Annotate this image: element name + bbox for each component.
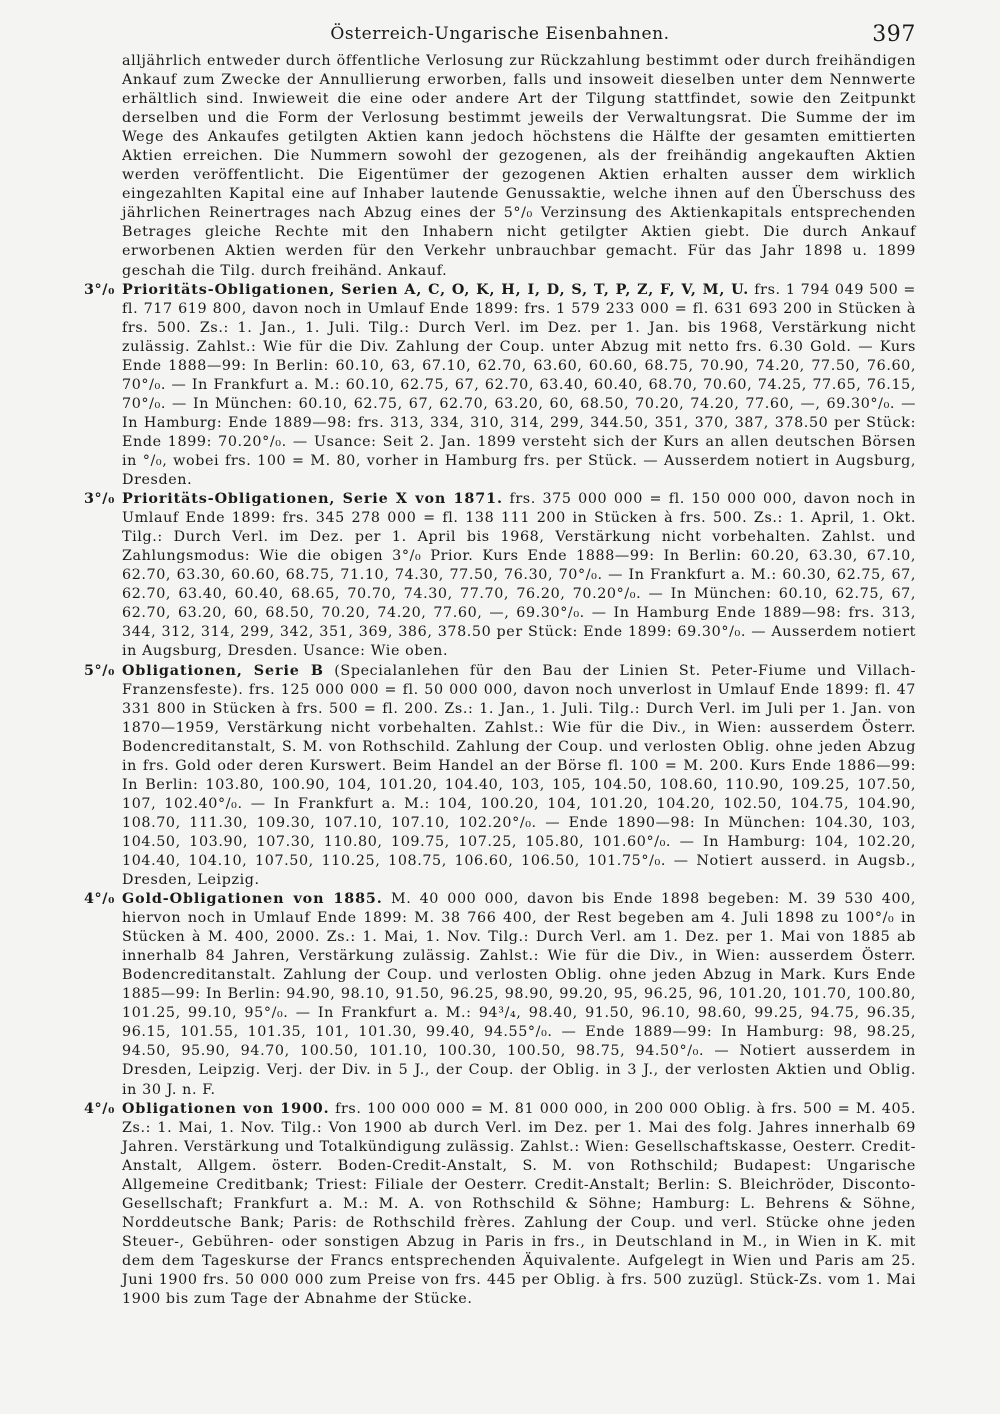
bond-description: frs. 1 794 049 500 = fl. 717 619 800, davon noch in Umlauf Ende 1899: frs. 1 579 233 000 = fl. 631 693 200 in Stücken à frs. 500. Zs.: 1. Jan., 1. Juli. Tilg.: Durch Verl. im Dez. per 1. Jan. bis 1968, Verstärkung nicht zulässig. Zahlst.: Wie für die Div. Zahlung der Coup. unter Abzug mit netto frs. 6.30 Gold. — Kurs Ende 1888—99: In Berlin: 60.10, 63, 67.10, 62.70, 63.60, 60.60, 68.75, 70.90, 74.20, 77.50, 76.60, 70°/₀. — In Frankfurt a. M.: 60.10, 62.75, 67, 62.70, 63.40, 60.40, 68.70, 70.60, 74.25, 77.65, 76.15, 70°/₀. — In München: 60.10, 62.75, 67, 62.70, 63.20, 60, 68.50, 70.20, 74.20, 77.60, —, 69.30°/₀. — In Hamburg: Ende 1889—98: frs. 313, 334, 310, 314, 299, 344.50, 351, 370, 387, 378.50 per Stück: Ende 1899: 70.20°/₀. — Usance: Seit 2. Jan. 1899 versteht sich der Kurs an allen deutschen Börsen in °/₀, wobei frs. 100 = M. 80, vorher in Hamburg frs. per Stück. — Ausserdem notiert in Augsburg, Dresden. — [122, 281, 917, 489]
bond-title: Prioritäts-Obligationen, Serie X von 1871. — [122, 491, 503, 508]
bond-title: Gold-Obligationen von 1885. — [122, 891, 383, 908]
bond-entry-3 — [84, 662, 917, 891]
bond-title: Prioritäts-Obligationen, Serien A, C, O, K, H, I, D, S, T, P, Z, F, V, M, U. — [122, 281, 750, 298]
bond-entry-4 — [84, 890, 916, 1100]
body-text — [84, 52, 917, 1309]
bond-description: (Specialanlehen für den Bau der Linien St. Peter-Fiume und Villach-Franzensfeste). frs. 125 000 000 = fl. 50 000 000, davon noch unverlost in Umlauf Ende 1899: fl. 47 331 800 in Stücken à frs. 500 = fl. 200. Zs.: 1. Jan., 1. Juli. Tilg.: Durch Verl. im Juli per 1. Jan. von 1870—1959, Verstärkung nicht vorbehalten. Zahlst.: Wie für die Div., in Wien: ausserdem Österr. Bodencreditanstalt, S. M. von Rothschild. Zahlung der Coup. und verlosten Oblig. ohne jeden Abzug in frs. Gold oder deren Kurswert. Beim Handel an der Börse fl. 100 = M. 200. Kurs Ende 1886—99: In Berlin: 103.80, 100.90, 104, 101.20, 104.40, 103, 105, 104.50, 108.60, 110.90, 109.25, 107.50, 107, 102.40°/₀. — In Frankfurt a. M.: 104, 100.20, 104, 101.20, 104.20, 102.50, 104.75, 104.90, 108.70, 111.30, 109.30, 107.10, 107.10, 102.20°/₀. — Ende 1890—98: In München: 104.30, 103, 104.50, 103.90, 107.30, 110.80, 109.75, 107.25, 105.80, 101.60°/₀. — In Hamburg: 104, 102.20, 104.40, 104.10, 107.50, 110.25, 108.75, 106.60, 106.50, 101.75°/₀. — Notiert ausserd. in Augsb., Dresden, Leipzig. — [122, 662, 917, 889]
bond-description: frs. 375 000 000 = fl. 150 000 000, davon noch in Umlauf Ende 1899: frs. 345 278 000 = fl. 138 111 200 in Stücken à frs. 500. Zs.: 1. April, 1. Okt. Tilg.: Durch Verl. im Dez. per 1. April bis 1968, Verstärkung nicht vorbehalten. Zahlst. und Zahlungsmodus: Wie die obigen 3°/₀ Prior. Kurs Ende 1888—99: In Berlin: 60.20, 63.30, 67.10, 62.70, 63.30, 60.60, 68.75, 71.10, 74.30, 77.50, 76.30, 70°/₀. — In Frankfurt a. M.: 60.30, 62.75, 67, 62.70, 63.40, 60.40, 68.65, 70.70, 74.30, 77.70, 76.20, 70.20°/₀. — In München: 60.10, 62.75, 67, 62.70, 63.20, 60, 68.50, 70.20, 74.20, 77.60, —, 69.30°/₀. — In Hamburg Ende 1889—98: frs. 313, 344, 312, 314, 299, 342, 351, 369, 386, 378.50 per Stück: Ende 1899: 69.30°/₀. — Ausserdem notiert in Augsburg, Dresden. Usance: Wie oben. — [122, 491, 916, 660]
bond-entry-1 — [84, 281, 917, 491]
interest-rate: 3°/₀ — [84, 491, 115, 508]
bond-description: M. 40 000 000, davon bis Ende 1898 begeben: M. 39 530 400, hiervon noch in Umlauf Ende 1899: M. 38 766 400, der Rest begeben am 4. Juli 1898 zu 100°/₀ in Stücken à M. 400, 2000. Zs.: 1. Mai, 1. Nov. Tilg.: Durch Verl. am 1. Dez. per 1. Mai von 1885 ab innerhalb 84 Jahren, Verstärkung zulässig. Zahlst.: Wie für die Div., in Wien: ausserdem Österr. Bodencreditanstalt. Zahlung der Coup. und verlosten Oblig. ohne jeden Abzug in Mark. Kurs Ende 1885—99: In Berlin: 94.90, 98.10, 91.50, 96.25, 98.90, 99.20, 95, 96.25, 96, 101.20, 101.70, 100.80, 101.25, 99.10, 95°/₀. — In Frankfurt a. M.: 94³/₄, 98.40, 91.50, 96.10, 98.60, 99.25, 94.75, 96.35, 96.15, 101.55, 101.35, 101, 101.30, 99.40, 94.55°/₀. — Ende 1889—99: In Hamburg: 98, 98.25, 94.50, 95.90, 94.70, 100.50, 101.10, 100.30, 100.50, 98.75, 94.50°/₀. — Notiert ausserdem in Dresden, Leipzig. Verj. der Div. in 5 J., der Coup. der Oblig. in 3 J., der verlosten Aktien und Oblig. in 30 J. n. F. — [122, 891, 916, 1098]
interest-rate: 5°/₀ — [84, 662, 115, 679]
page-header — [84, 22, 916, 52]
bond-title: Obligationen, Serie B — [122, 662, 324, 679]
bond-entry-2 — [84, 490, 916, 661]
bond-title: Obligationen von 1900. — [122, 1100, 330, 1117]
bond-description: frs. 100 000 000 = M. 81 000 000, in 200 000 Oblig. à frs. 500 = M. 405. Zs.: 1. Mai, 1. Nov. Tilg.: Von 1900 ab durch Verl. im Dez. per 1. Mai des folg. Jahres innerhalb 69 Jahren. Verstärkung und Totalkündigung zulässig. Zahlst.: Wien: Gesellschaftskasse, Oesterr. Credit-Anstalt, Allgem. österr. Boden-Credit-Anstalt, S. M. von Rothschild; Budapest: Ungarische Allgemeine Creditbank; Triest: Filiale der Oesterr. Credit-Anstalt; Berlin: S. Bleichröder, Disconto-Gesellschaft; Frankfurt a. M.: M. A. von Rothschild & Söhne; Hamburg: L. Behrens & Söhne, Norddeutsche Bank; Paris: de Rothschild frères. Zahlung der Coup. und verl. Stücke ohne jeden Steuer-, Gebühren- oder sonstigen Abzug in Paris in frs., in Deutschland in M., in Wien in K. mit dem dem Tageskurse der Francs entsprechenden Äquivalente. Aufgelegt in Wien und Paris am 25. Juni 1900 frs. 50 000 000 zum Preise von frs. 445 per Oblig. à frs. 500 zuzügl. Stück-Zs. vom 1. Mai 1900 bis zum Tage der Abnahme der Stücke. — [122, 1100, 916, 1308]
bond-entry-5 — [84, 1100, 916, 1310]
interest-rate: 3°/₀ — [84, 281, 115, 298]
interest-rate: 4°/₀ — [84, 891, 115, 908]
running-title: Österreich-Ungarische Eisenbahnen. — [330, 24, 670, 44]
page-number: 397 — [872, 22, 916, 47]
interest-rate: 4°/₀ — [84, 1100, 115, 1117]
intro-paragraph: alljährlich entweder durch öffentliche Verlosung zur Rückzahlung bestimmt oder durch freihändigen Ankauf zum Zwecke der Annullierung erworben, falls und insoweit dieselben unter dem Nennwerte erhältlich sind. Inwieweit die eine oder andere Art der Tilgung stattfindet, sowie den Zeitpunkt derselben und die Form der Verlosung bestimmt jeweils der Verwaltungsrat. Die Summe der im Wege des Ankaufes getilgten Aktien kann jedoch höchstens die Hälfte der gesamten emittierten Aktien erreichen. Die Nummern sowohl der gezogenen, als der freihändig angekauften Aktien werden veröffentlicht. Die Eigentümer der gezogenen Aktien erhalten ausser dem wirklich eingezahlten Kapital eine auf Inhaber lautende Genussaktie, welche ihnen auf den Überschuss des jährlichen Reinertrages nach Abzug eines der 5°/₀ Verzinsung des Aktienkapitals entsprechenden Betrages gleiche Rechte mit den Inhabern nicht getilgter Aktien giebt. Die durch Ankauf erworbenen Aktien werden für den Verkehr unbrauchbar gemacht. Für das Jahr 1898 u. 1899 geschah die Tilg. durch freihänd. Ankauf. — [122, 53, 916, 279]
